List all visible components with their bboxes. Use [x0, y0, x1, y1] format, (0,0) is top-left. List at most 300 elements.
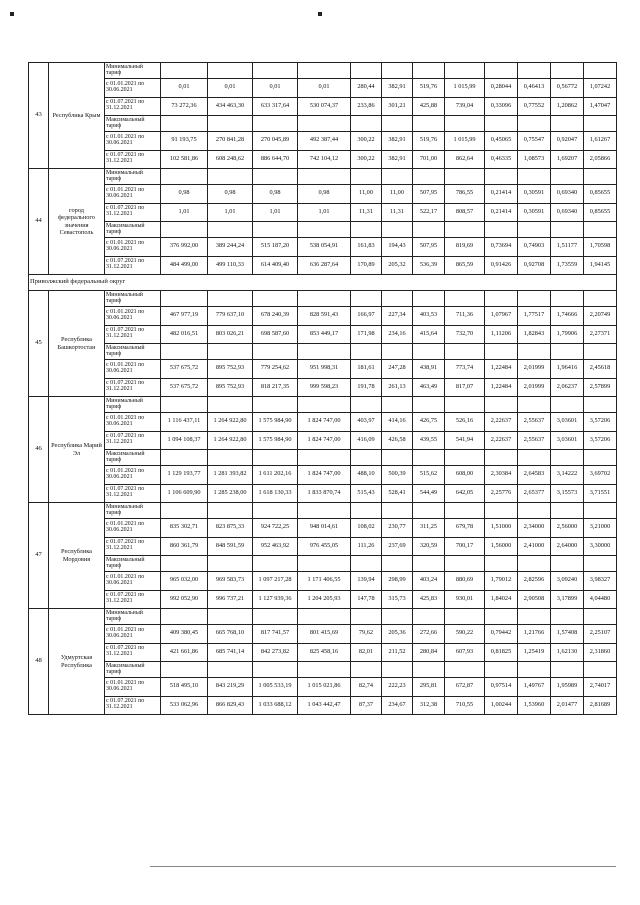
- region-number: 45: [29, 291, 49, 397]
- tariff-value: 0,45065: [485, 132, 518, 151]
- tariff-value: 2,20749: [584, 307, 617, 326]
- tariff-value: 300,22: [351, 150, 382, 169]
- tariff-value: 1,73559: [551, 256, 584, 275]
- tariff-value: 1 094 108,37: [161, 431, 208, 450]
- tariff-value: 227,34: [382, 307, 413, 326]
- tariff-value: [518, 503, 551, 519]
- region-name: Республика Марий Эл: [49, 397, 105, 503]
- tariff-value: 1,11206: [485, 325, 518, 344]
- tariff-value: [351, 503, 382, 519]
- tariff-value: 590,22: [445, 625, 485, 644]
- tariff-value: [382, 503, 413, 519]
- tariff-value: 825 458,16: [298, 643, 351, 662]
- tariff-value: 865,59: [445, 256, 485, 275]
- tariff-value: 161,83: [351, 238, 382, 257]
- tariff-value: 171,98: [351, 325, 382, 344]
- table-row: [29, 222, 617, 238]
- tariff-value: 0,33096: [485, 97, 518, 116]
- tariff-value: 1,22484: [485, 378, 518, 397]
- tariff-value: [351, 63, 382, 79]
- tariff-value: [413, 222, 445, 238]
- tariff-value: 633 317,64: [253, 97, 298, 116]
- tariff-value: [298, 450, 351, 466]
- tariff-value: 642,05: [445, 484, 485, 503]
- footer-rule: [150, 866, 616, 867]
- table-row: [29, 519, 617, 538]
- tariff-value: 191,78: [351, 378, 382, 397]
- tariff-value: 247,28: [382, 360, 413, 379]
- tariff-value: 0,56772: [551, 79, 584, 98]
- tariff-value: [298, 116, 351, 132]
- tariff-value: [485, 63, 518, 79]
- tariff-value: 3,57206: [584, 431, 617, 450]
- tariff-value: [551, 556, 584, 572]
- table-row: [29, 572, 617, 591]
- table-row: [29, 344, 617, 360]
- tariff-value: 233,86: [351, 97, 382, 116]
- tariff-value: 952 463,92: [253, 537, 298, 556]
- table-row: [29, 556, 617, 572]
- tariff-value: 3,03601: [551, 431, 584, 450]
- tariff-value: [485, 609, 518, 625]
- header-mark-left: [10, 12, 14, 16]
- tariff-period: с 01.07.2021 по 31.12.2021: [105, 150, 161, 169]
- tariff-value: 426,58: [382, 431, 413, 450]
- tariff-value: 0,01: [161, 79, 208, 98]
- tariff-value: 665 768,10: [208, 625, 253, 644]
- table-row: [29, 590, 617, 609]
- tariff-value: 270 045,89: [253, 132, 298, 151]
- tariff-value: 742 104,12: [298, 150, 351, 169]
- tariff-value: [445, 344, 485, 360]
- tariff-value: 482 016,51: [161, 325, 208, 344]
- tariff-value: 1,96416: [551, 360, 584, 379]
- tariff-value: [485, 169, 518, 185]
- tariff-value: [253, 116, 298, 132]
- header-mark-center: [318, 12, 322, 16]
- table-row: [29, 97, 617, 116]
- tariff-value: [351, 556, 382, 572]
- tariff-value: 773,74: [445, 360, 485, 379]
- tariff-value: [485, 450, 518, 466]
- tariff-value: 930,01: [445, 590, 485, 609]
- tariff-value: 2,22637: [485, 413, 518, 432]
- tariff-value: [551, 344, 584, 360]
- tariff-value: [208, 291, 253, 307]
- tariff-value: 1 116 437,11: [161, 413, 208, 432]
- table-row: [29, 643, 617, 662]
- tariff-value: 1,79012: [485, 572, 518, 591]
- table-row: [29, 696, 617, 715]
- tariff-value: [518, 450, 551, 466]
- tariff-value: 537 675,72: [161, 378, 208, 397]
- tariff-value: 924 722,25: [253, 519, 298, 538]
- tariff-value: [551, 169, 584, 185]
- tariff-value: 376 992,00: [161, 238, 208, 257]
- tariff-value: [445, 116, 485, 132]
- tariff-value: [551, 503, 584, 519]
- tariff-value: 1,56000: [485, 537, 518, 556]
- tariff-value: 544,49: [413, 484, 445, 503]
- tariff-value: 295,81: [413, 678, 445, 697]
- tariff-value: [485, 222, 518, 238]
- tariff-value: [445, 503, 485, 519]
- tariff-value: [584, 556, 617, 572]
- tariff-value: 87,37: [351, 696, 382, 715]
- tariff-value: 1 204 205,93: [298, 590, 351, 609]
- tariff-value: 880,69: [445, 572, 485, 591]
- table-row: [29, 203, 617, 222]
- table-row: [29, 291, 617, 307]
- tariff-value: [551, 609, 584, 625]
- tariff-value: 842 273,82: [253, 643, 298, 662]
- tariff-value: 414,16: [382, 413, 413, 432]
- tariff-value: 1,62130: [551, 643, 584, 662]
- tariff-value: 102 581,86: [161, 150, 208, 169]
- tariff-period: Максимальный тариф: [105, 450, 161, 466]
- tariff-value: 1 575 984,90: [253, 413, 298, 432]
- tariff-value: [351, 116, 382, 132]
- tariff-value: [413, 344, 445, 360]
- table-row: [29, 397, 617, 413]
- tariff-value: [413, 291, 445, 307]
- tariff-period: с 01.07.2021 по 31.12.2021: [105, 325, 161, 344]
- tariff-period: Максимальный тариф: [105, 116, 161, 132]
- tariff-value: 685 741,14: [208, 643, 253, 662]
- tariff-value: [351, 169, 382, 185]
- tariff-value: 82,01: [351, 643, 382, 662]
- tariff-period: с 01.07.2021 по 31.12.2021: [105, 643, 161, 662]
- tariff-period: с 01.07.2021 по 31.12.2021: [105, 378, 161, 397]
- table-row: [29, 378, 617, 397]
- tariff-value: 1,53960: [518, 696, 551, 715]
- tariff-value: 992 052,90: [161, 590, 208, 609]
- tariff-value: 1,21766: [518, 625, 551, 644]
- tariff-value: [382, 397, 413, 413]
- tariff-value: 181,61: [351, 360, 382, 379]
- tariff-value: 976 455,05: [298, 537, 351, 556]
- tariff-value: 1,20862: [551, 97, 584, 116]
- tariff-value: 2,25776: [485, 484, 518, 503]
- tariff-value: 280,84: [413, 643, 445, 662]
- tariff-value: 484 499,00: [161, 256, 208, 275]
- tariff-value: [208, 662, 253, 678]
- tariff-period: с 01.07.2021 по 31.12.2021: [105, 537, 161, 556]
- tariff-period: с 01.01.2021 по 30.06.2021: [105, 625, 161, 644]
- tariff-value: 1 106 609,90: [161, 484, 208, 503]
- tariff-value: 0,85655: [584, 203, 617, 222]
- tariff-value: 438,91: [413, 360, 445, 379]
- table-row: [29, 307, 617, 326]
- tariff-value: 1 043 442,47: [298, 696, 351, 715]
- tariff-value: 1,08573: [518, 150, 551, 169]
- tariff-value: 1,07967: [485, 307, 518, 326]
- tariff-value: [253, 503, 298, 519]
- tariff-value: [551, 291, 584, 307]
- tariff-value: 786,55: [445, 185, 485, 204]
- tariff-value: 537 675,72: [161, 360, 208, 379]
- tariff-value: 1,01: [161, 203, 208, 222]
- tariff-value: [208, 116, 253, 132]
- tariff-value: 678 240,39: [253, 307, 298, 326]
- tariff-value: 205,32: [382, 256, 413, 275]
- table-row: [29, 484, 617, 503]
- tariff-value: 1,25419: [518, 643, 551, 662]
- region-name: Республика Башкортостан: [49, 291, 105, 397]
- table-row: [29, 662, 617, 678]
- tariff-value: 298,99: [382, 572, 413, 591]
- table-row: [29, 609, 617, 625]
- table-row: [29, 678, 617, 697]
- tariff-value: [298, 291, 351, 307]
- tariff-period: Минимальный тариф: [105, 397, 161, 413]
- tariff-value: 11,31: [382, 203, 413, 222]
- tariff-value: 518 495,10: [161, 678, 208, 697]
- tariff-period: с 01.01.2021 по 30.06.2021: [105, 238, 161, 257]
- tariff-value: 492 387,44: [298, 132, 351, 151]
- tariff-value: 403,53: [413, 307, 445, 326]
- tariff-value: 3,71551: [584, 484, 617, 503]
- tariff-value: 425,88: [413, 97, 445, 116]
- tariff-value: [161, 503, 208, 519]
- tariff-value: 463,49: [413, 378, 445, 397]
- tariff-value: [584, 450, 617, 466]
- tariff-value: 1,61267: [584, 132, 617, 151]
- tariff-value: 3,03601: [551, 413, 584, 432]
- tariff-value: 467 977,19: [161, 307, 208, 326]
- tariff-value: [584, 503, 617, 519]
- tariff-value: [161, 169, 208, 185]
- tariff-value: 0,30591: [518, 185, 551, 204]
- region-name: Республика Крым: [49, 63, 105, 169]
- tariff-value: [253, 291, 298, 307]
- tariff-value: 2,25107: [584, 625, 617, 644]
- tariff-value: [584, 397, 617, 413]
- tariff-value: [413, 397, 445, 413]
- tariff-value: 1,51000: [485, 519, 518, 538]
- tariff-value: 1,49767: [518, 678, 551, 697]
- tariff-value: 860 361,79: [161, 537, 208, 556]
- tariff-value: 3,21000: [584, 519, 617, 538]
- tariff-value: [298, 397, 351, 413]
- tariff-value: [584, 291, 617, 307]
- tariff-value: 1,01: [253, 203, 298, 222]
- tariff-period: Максимальный тариф: [105, 344, 161, 360]
- tariff-value: 1 824 747,00: [298, 413, 351, 432]
- tariff-value: 2,01999: [518, 360, 551, 379]
- tariff-table: [28, 62, 617, 715]
- tariff-value: 1,00244: [485, 696, 518, 715]
- tariff-value: [208, 397, 253, 413]
- table-row: [29, 238, 617, 257]
- tariff-value: [518, 169, 551, 185]
- tariff-value: [413, 450, 445, 466]
- tariff-value: 82,74: [351, 678, 382, 697]
- tariff-value: 0,69340: [551, 185, 584, 204]
- tariff-value: 1,84024: [485, 590, 518, 609]
- tariff-value: 272,66: [413, 625, 445, 644]
- tariff-value: 166,97: [351, 307, 382, 326]
- tariff-value: [382, 344, 413, 360]
- tariff-period: с 01.01.2021 по 30.06.2021: [105, 572, 161, 591]
- tariff-value: [584, 222, 617, 238]
- tariff-value: [351, 397, 382, 413]
- tariff-value: 11,00: [351, 185, 382, 204]
- tariff-value: 2,57899: [584, 378, 617, 397]
- tariff-value: [161, 397, 208, 413]
- tariff-value: 230,77: [382, 519, 413, 538]
- tariff-value: 2,81689: [584, 696, 617, 715]
- tariff-value: [445, 609, 485, 625]
- tariff-value: 808,57: [445, 203, 485, 222]
- table-row: [29, 413, 617, 432]
- tariff-value: 147,78: [351, 590, 382, 609]
- tariff-value: 1 171 406,55: [298, 572, 351, 591]
- tariff-value: 382,91: [382, 79, 413, 98]
- tariff-period: с 01.01.2021 по 30.06.2021: [105, 132, 161, 151]
- tariff-value: [253, 609, 298, 625]
- tariff-value: 1 129 193,77: [161, 466, 208, 485]
- tariff-value: 3,69702: [584, 466, 617, 485]
- tariff-value: 1,94145: [584, 256, 617, 275]
- tariff-period: с 01.01.2021 по 30.06.2021: [105, 413, 161, 432]
- tariff-value: 3,30000: [584, 537, 617, 556]
- tariff-value: [485, 556, 518, 572]
- tariff-value: 421 661,86: [161, 643, 208, 662]
- tariff-value: [445, 291, 485, 307]
- tariff-value: 403,24: [413, 572, 445, 591]
- tariff-value: [382, 169, 413, 185]
- tariff-value: 1 033 688,12: [253, 696, 298, 715]
- tariff-value: 608 248,62: [208, 150, 253, 169]
- tariff-value: 2,64583: [518, 466, 551, 485]
- tariff-value: 1 005 533,19: [253, 678, 298, 697]
- tariff-value: 0,92047: [551, 132, 584, 151]
- tariff-value: 2,27371: [584, 325, 617, 344]
- table-row: [29, 132, 617, 151]
- tariff-value: [161, 222, 208, 238]
- tariff-value: [253, 556, 298, 572]
- tariff-value: 701,00: [413, 150, 445, 169]
- tariff-value: 0,21414: [485, 203, 518, 222]
- tariff-value: [382, 116, 413, 132]
- tariff-value: [445, 222, 485, 238]
- tariff-value: 779 254,62: [253, 360, 298, 379]
- tariff-value: 0,79442: [485, 625, 518, 644]
- tariff-value: 280,44: [351, 79, 382, 98]
- table-row: [29, 256, 617, 275]
- tariff-value: [584, 609, 617, 625]
- tariff-value: [253, 63, 298, 79]
- tariff-value: [298, 609, 351, 625]
- tariff-value: 2,41000: [518, 537, 551, 556]
- tariff-value: 698 587,60: [253, 325, 298, 344]
- tariff-value: 3,98327: [584, 572, 617, 591]
- tariff-value: [351, 609, 382, 625]
- tariff-value: 320,59: [413, 537, 445, 556]
- tariff-period: с 01.07.2021 по 31.12.2021: [105, 696, 161, 715]
- tariff-value: [413, 63, 445, 79]
- tariff-value: 3,15573: [551, 484, 584, 503]
- tariff-value: 2,45618: [584, 360, 617, 379]
- tariff-value: [551, 116, 584, 132]
- region-number: 43: [29, 63, 49, 169]
- tariff-value: 515,43: [351, 484, 382, 503]
- tariff-value: 0,46335: [485, 150, 518, 169]
- tariff-period: Минимальный тариф: [105, 291, 161, 307]
- tariff-value: 801 415,69: [298, 625, 351, 644]
- region-number: 48: [29, 609, 49, 715]
- tariff-value: 1,22484: [485, 360, 518, 379]
- tariff-period: Минимальный тариф: [105, 503, 161, 519]
- tariff-value: [413, 609, 445, 625]
- table-row: [29, 185, 617, 204]
- tariff-value: [485, 291, 518, 307]
- tariff-value: 522,17: [413, 203, 445, 222]
- tariff-value: 0,98: [298, 185, 351, 204]
- tariff-value: 3,14222: [551, 466, 584, 485]
- tariff-value: [584, 344, 617, 360]
- tariff-value: 538 054,91: [298, 238, 351, 257]
- tariff-value: [161, 116, 208, 132]
- tariff-value: 1 127 939,36: [253, 590, 298, 609]
- tariff-value: 73 272,36: [161, 97, 208, 116]
- page-header: [0, 0, 640, 40]
- tariff-value: [445, 556, 485, 572]
- tariff-value: 1 575 984,90: [253, 431, 298, 450]
- tariff-value: [208, 503, 253, 519]
- tariff-value: [485, 397, 518, 413]
- tariff-value: [413, 169, 445, 185]
- tariff-value: [518, 63, 551, 79]
- tariff-value: 853 449,17: [298, 325, 351, 344]
- tariff-value: [445, 450, 485, 466]
- tariff-value: 500,39: [382, 466, 413, 485]
- tariff-value: 515 187,20: [253, 238, 298, 257]
- tariff-value: 108,02: [351, 519, 382, 538]
- tariff-value: [485, 662, 518, 678]
- tariff-value: 488,10: [351, 466, 382, 485]
- tariff-value: 515,62: [413, 466, 445, 485]
- tariff-value: 895 752,93: [208, 378, 253, 397]
- tariff-value: 1 015,99: [445, 132, 485, 151]
- tariff-value: [298, 556, 351, 572]
- tariff-value: [485, 503, 518, 519]
- tariff-period: с 01.07.2021 по 31.12.2021: [105, 203, 161, 222]
- tariff-value: [298, 503, 351, 519]
- tariff-value: [208, 63, 253, 79]
- tariff-value: 2,34000: [518, 519, 551, 538]
- tariff-value: 895 752,93: [208, 360, 253, 379]
- tariff-value: 817,07: [445, 378, 485, 397]
- tariff-value: 170,89: [351, 256, 382, 275]
- region-number: 46: [29, 397, 49, 503]
- tariff-value: 2,01477: [551, 696, 584, 715]
- tariff-value: 416,09: [351, 431, 382, 450]
- tariff-value: [382, 222, 413, 238]
- tariff-value: 528,41: [382, 484, 413, 503]
- table-row: [29, 150, 617, 169]
- tariff-value: 315,73: [382, 590, 413, 609]
- tariff-value: 194,43: [382, 238, 413, 257]
- table-row: [29, 431, 617, 450]
- tariff-value: 1,82843: [518, 325, 551, 344]
- tariff-value: 951 998,31: [298, 360, 351, 379]
- tariff-value: 2,06237: [551, 378, 584, 397]
- tariff-value: 0,69340: [551, 203, 584, 222]
- tariff-value: 1,79906: [551, 325, 584, 344]
- region-name: Республика Мордовия: [49, 503, 105, 609]
